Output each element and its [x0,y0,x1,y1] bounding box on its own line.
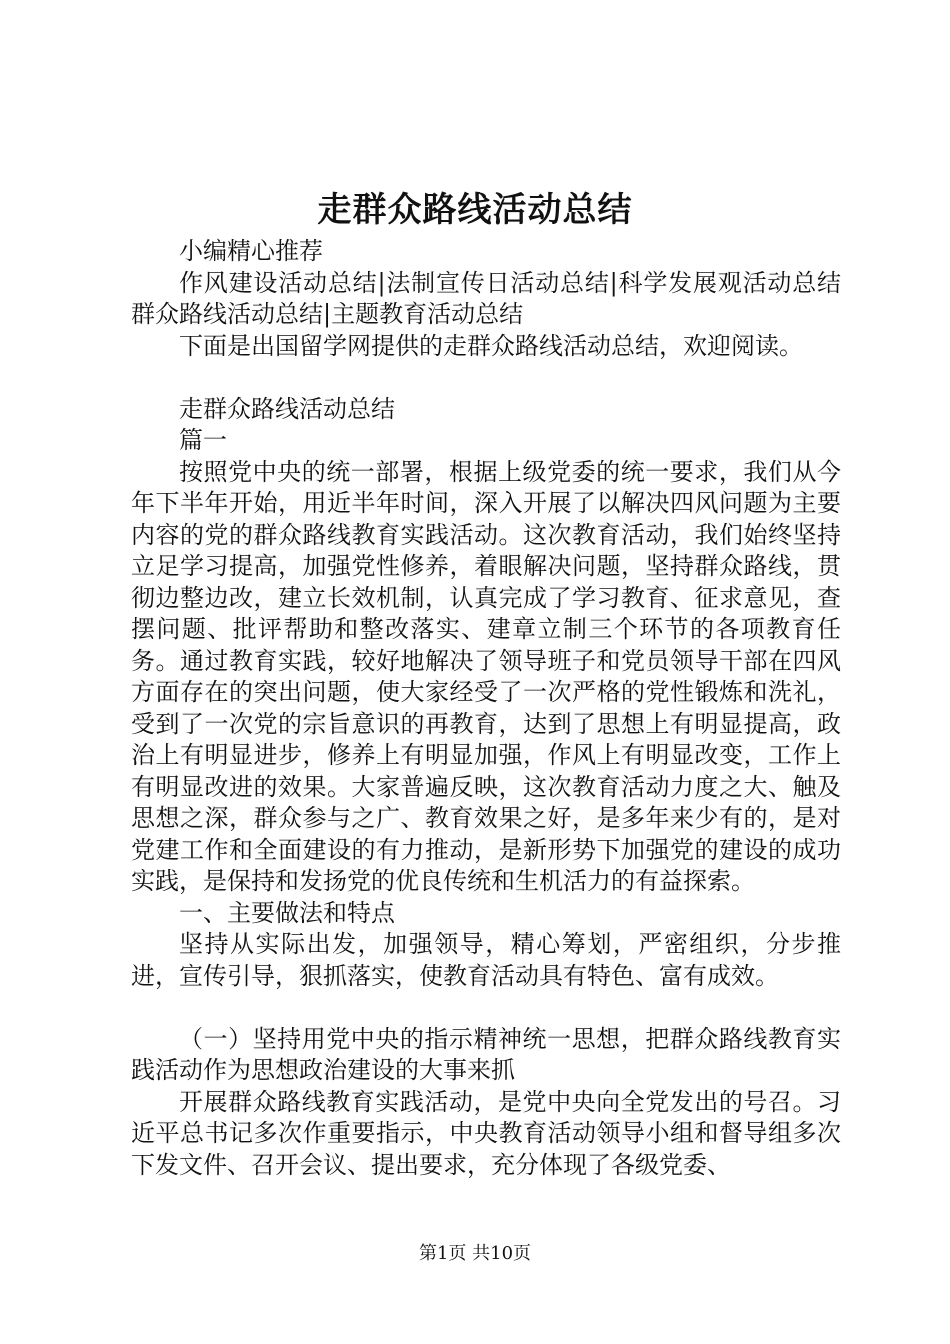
paragraph-subtitle: 走群众路线活动总结 [179,394,395,423]
paragraph-subsection-heading: （一）坚持用党中央的指示精神统一思想，把群众路线教育实践活动作为思想政治建设的大事来抓 [131,1024,841,1084]
paragraph-section-heading: 一、主要做法和特点 [179,898,395,927]
paragraph-main: 按照党中央的统一部署，根据上级党委的统一要求，我们从今年下半年开始，用近半年时间，深入开展了以解决四风问题为主要内容的党的群众路线教育实践活动。这次教育活动，我们始终坚持立足学习提高，加强党性修养，着眼解决问题，坚持群众路线，贯彻边整边改，建立长效机制，认真完成了学习教育、征求意见，查摆问题、批评帮助和整改落实、建章立制三个环节的各项教育任务。通过教育实践，较好地解决了领导班子和党员领导干部在四风方面存在的突出问题，使大家经受了一次严格的党性锻炼和洗礼，受到了一次党的宗旨意识的再教育，达到了思想上有明显提高，政治上有明显进步，修养上有明显加强，作风上有明显改变，工作上有明显改进的效果。大家普遍反映，这次教育活动力度之大、触及思想之深，群众参与之广、教育效果之好，是多年来少有的，是对党建工作和全面建设的有力推动，是新形势下加强党的建设的成功实践，是保持和发扬党的优良传统和生机活力的有益探索。 [131,457,841,895]
document-body [131,236,841,1181]
paragraph-part-label: 篇一 [179,426,227,454]
paragraph-intro: 下面是出国留学网提供的走群众路线活动总结，欢迎阅读。 [179,331,803,360]
paragraph-related-links: 作风建设活动总结|法制宣传日活动总结|科学发展观活动总结群众路线活动总结|主题教育活动总结 [131,268,841,328]
paragraph-section-intro: 坚持从实际出发，加强领导，精心筹划，严密组织，分步推进，宣传引导，狠抓落实，使教育活动具有特色、富有成效。 [131,930,841,990]
document-title: 走群众路线活动总结 [317,190,633,230]
page-number-footer: 第1页 共10页 [418,1243,532,1264]
paragraph-recommend: 小编精心推荐 [179,237,323,265]
paragraph-subsection-body: 开展群众路线教育实践活动，是党中央向全党发出的号召。习近平总书记多次作重要指示，中央教育活动领导小组和督导组多次下发文件、召开会议、提出要求，充分体现了各级党委、 [131,1087,841,1179]
